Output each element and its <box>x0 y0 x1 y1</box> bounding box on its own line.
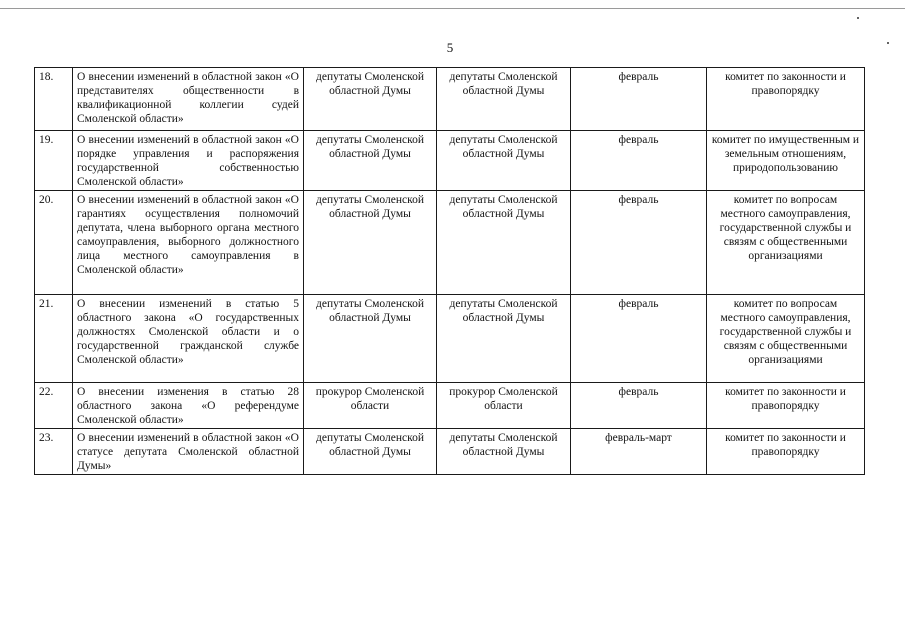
law-title: О внесении изменения в статью 28 областного закона «О референдуме Смоленской области» <box>73 383 304 429</box>
scan-speck <box>887 42 889 44</box>
developer-cell: депутаты Смоленской областной Думы <box>304 429 437 475</box>
table-row <box>35 191 865 295</box>
table-body <box>35 68 865 475</box>
page-number: 5 <box>446 40 454 55</box>
committee-cell: комитет по вопросам местного самоуправления, государственной службы и связям с общественными организациями <box>707 191 865 295</box>
table-row <box>35 429 865 475</box>
period-cell: февраль-март <box>571 429 707 475</box>
scan-edge-line <box>0 8 905 9</box>
law-title: О внесении изменений в областной закон «О гарантиях осуществления полномочий депутата, члена выборного органа местного самоуправления, выборного должностного лица местного самоуправления в Смоленской области» <box>73 191 304 295</box>
table-row <box>35 68 865 131</box>
initiator-cell: прокурор Смоленской области <box>437 383 571 429</box>
committee-cell: комитет по законности и правопорядку <box>707 429 865 475</box>
row-number: 18. <box>35 68 73 131</box>
initiator-cell: депутаты Смоленской областной Думы <box>437 429 571 475</box>
period-cell: февраль <box>571 383 707 429</box>
committee-cell: комитет по имущественным и земельным отношениям, природопользованию <box>707 131 865 191</box>
initiator-cell: депутаты Смоленской областной Думы <box>437 191 571 295</box>
developer-cell: депутаты Смоленской областной Думы <box>304 191 437 295</box>
row-number: 23. <box>35 429 73 475</box>
row-number: 20. <box>35 191 73 295</box>
scan-speck <box>857 17 859 19</box>
committee-cell: комитет по законности и правопорядку <box>707 68 865 131</box>
law-title: О внесении изменений в областной закон «О порядке управления и распоряжения государственной собственностью Смоленской области» <box>73 131 304 191</box>
table-row <box>35 295 865 383</box>
developer-cell: депутаты Смоленской областной Думы <box>304 131 437 191</box>
initiator-cell: депутаты Смоленской областной Думы <box>437 68 571 131</box>
legislation-plan-table <box>34 67 865 475</box>
period-cell: февраль <box>571 191 707 295</box>
law-title: О внесении изменений в областной закон «О представителях общественности в квалификационной коллегии судей Смоленской области» <box>73 68 304 131</box>
law-title: О внесении изменений в областной закон «О статусе депутата Смоленской областной Думы» <box>73 429 304 475</box>
committee-cell: комитет по вопросам местного самоуправления, государственной службы и связям с общественными организациями <box>707 295 865 383</box>
row-number: 19. <box>35 131 73 191</box>
law-title: О внесении изменений в статью 5 областного закона «О государственных должностях Смоленской области и о государственной гражданской службе Смоленской области» <box>73 295 304 383</box>
initiator-cell: депутаты Смоленской областной Думы <box>437 295 571 383</box>
row-number: 21. <box>35 295 73 383</box>
developer-cell: депутаты Смоленской областной Думы <box>304 295 437 383</box>
period-cell: февраль <box>571 131 707 191</box>
committee-cell: комитет по законности и правопорядку <box>707 383 865 429</box>
period-cell: февраль <box>571 295 707 383</box>
period-cell: февраль <box>571 68 707 131</box>
row-number: 22. <box>35 383 73 429</box>
table-row <box>35 131 865 191</box>
initiator-cell: депутаты Смоленской областной Думы <box>437 131 571 191</box>
developer-cell: прокурор Смоленской области <box>304 383 437 429</box>
developer-cell: депутаты Смоленской областной Думы <box>304 68 437 131</box>
table-row <box>35 383 865 429</box>
